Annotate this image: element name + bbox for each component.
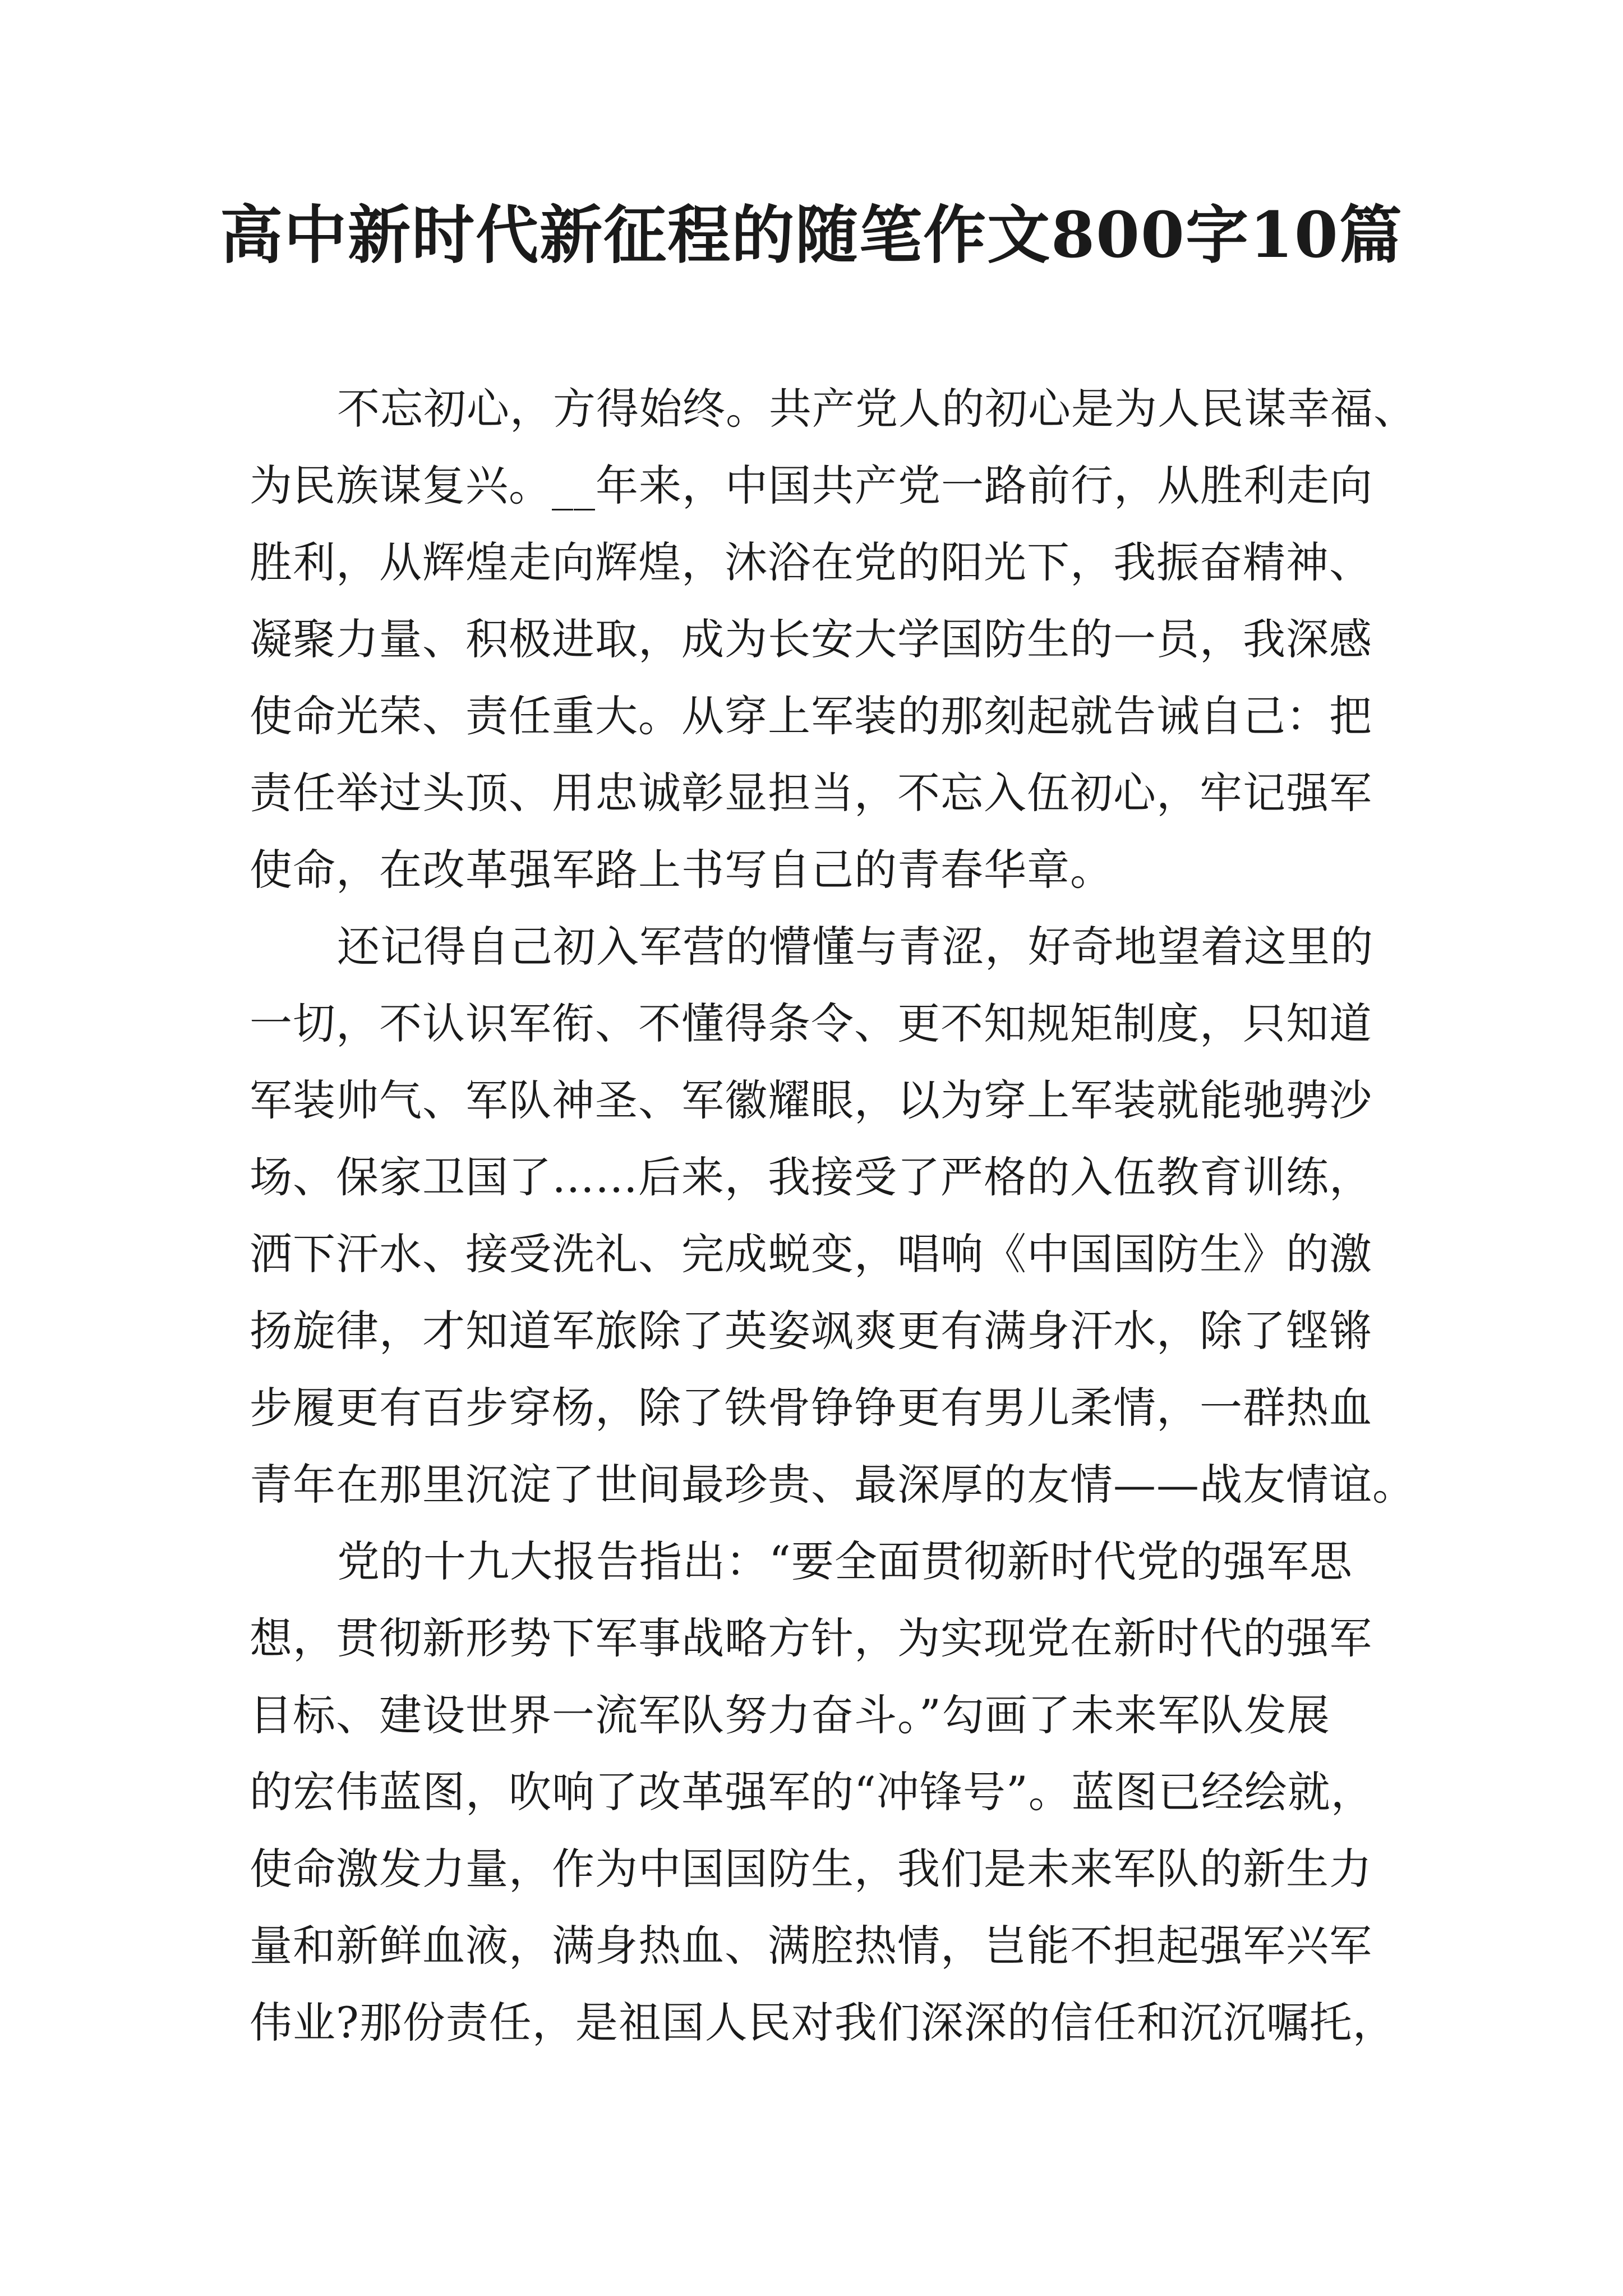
text-line: 洒下汗水、接受洗礼、完成蜕变，唱响《中国国防生》的激 xyxy=(250,1229,1372,1279)
text-line: 伟业?那份责任，是祖国人民对我们深深的信任和沉沉嘱托， xyxy=(250,1998,1396,2047)
text-line: 为民族谋复兴。__年来，中国共产党一路前行，从胜利走向 xyxy=(250,461,1373,510)
text-line: 凝聚力量、积极进取，成为长安大学国防生的一员，我深感 xyxy=(250,614,1372,664)
text-line: 党的十九大报告指出：“要全面贯彻新时代党的强军思 xyxy=(337,1536,1353,1586)
text-line: 量和新鲜血液，满身热血、满腔热情，岂能不担起强军兴军 xyxy=(250,1921,1372,1971)
text-line: 扬旋律，才知道军旅除了英姿飒爽更有满身汗水，除了铿锵 xyxy=(250,1306,1372,1356)
text-line: 的宏伟蓝图，吹响了改革强军的“冲锋号”。蓝图已经绘就， xyxy=(250,1767,1374,1817)
text-line: 想，贯彻新形势下军事战略方针，为实现党在新时代的强军 xyxy=(250,1613,1372,1663)
text-line: 一切，不认识军衔、不懂得条令、更不知规矩制度，只知道 xyxy=(250,999,1372,1048)
text-line: 场、保家卫国了……后来，我接受了严格的入伍教育训练， xyxy=(250,1152,1372,1202)
text-line: 使命，在改革强军路上书写自己的青春华章。 xyxy=(250,845,1113,895)
text-line: 青年在那里沉淀了世间最珍贵、最深厚的友情——战友情谊。 xyxy=(250,1460,1415,1510)
text-line: 目标、建设世界一流军队努力奋斗。”勾画了未来军队发展 xyxy=(250,1690,1330,1740)
text-line: 还记得自己初入军营的懵懂与青涩，好奇地望着这里的 xyxy=(337,922,1373,972)
text-line: 军装帅气、军队神圣、军徽耀眼，以为穿上军装就能驰骋沙 xyxy=(250,1075,1372,1125)
text-line: 责任举过头顶、用忠诚彰显担当，不忘入伍初心，牢记强军 xyxy=(250,768,1372,818)
text-line: 步履更有百步穿杨，除了铁骨铮铮更有男儿柔情，一群热血 xyxy=(250,1383,1372,1433)
text-line: 使命光荣、责任重大。从穿上军装的那刻起就告诫自己：把 xyxy=(250,691,1372,741)
document-body xyxy=(250,370,1417,2061)
text-line: 使命激发力量，作为中国国防生，我们是未来军队的新生力 xyxy=(250,1844,1372,1894)
document-title: 高中新时代新征程的随笔作文800字10篇 xyxy=(220,199,1403,272)
text-line: 不忘初心，方得始终。共产党人的初心是为人民谋幸福、 xyxy=(337,384,1417,434)
text-line: 胜利，从辉煌走向辉煌，沐浴在党的阳光下，我振奋精神、 xyxy=(250,537,1372,587)
